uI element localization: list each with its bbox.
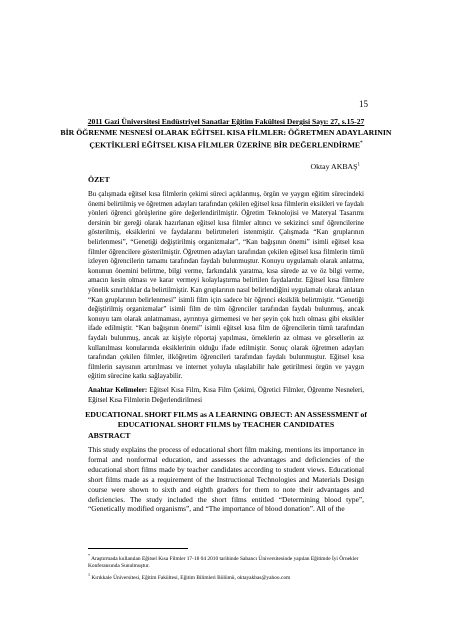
footnote-2 bbox=[88, 571, 364, 582]
author-text: Oktay AKBAŞ bbox=[310, 162, 358, 171]
page-number: 15 bbox=[359, 99, 368, 109]
turkish-title bbox=[60, 128, 392, 151]
title-footnote-marker: * bbox=[360, 140, 363, 146]
footnote-1 bbox=[88, 552, 364, 571]
keywords-paragraph bbox=[88, 386, 364, 405]
abstract-heading: ABSTRACT bbox=[88, 431, 131, 440]
ozet-heading: ÖZET bbox=[88, 175, 110, 184]
author-footnote-marker: 1 bbox=[357, 162, 360, 168]
turkish-abstract-body: Bu çalışmada eğitsel kısa filmlerin çekimi süreci açıklanmış, örgün ve yaygın eğitim sürecindeki önemi belirtilmiş ve öğretmen adayları tarafından çekilen eğitsel kısa filmlerin eksikleri ve faydalı yönleri öğrenci görüşlerine göre değerlendirilmiştir. Öğretim Teknolojisi ve Materyal Tasarımı dersinin bir gereği olarak hazırlanan eğitsel kısa filmler altıncı ve sekizinci sınıf öğrencilerine gösterilmiş, eksiklerini ve faydalarını belirtmeleri istenmiştir. Çalışmada “Kan gruplarının belirlenmesi”, “Genetiği değiştirilmiş organizmalar”, “Kan bağışının önemi” isimli eğitsel kısa filmler öğrencilere gösterilmiştir. Öğretmen adayları tarafından çekilen eğitsel kısa filmlerin tümü izleyen öğrencilerin tamamı tarafından faydalı bulunmuştur. Konuyu uygulamalı olarak anlatma, konunun önemini belirtme, bilgi verme, farkındalık yaratma, kısa sürede az ve öz bilgi verme, amacın kesin olması ve karar vermeyi kolaylaştırma belirtilen faydalardır. Eğitsel kısa filmlere yönelik sınırlılıklar da belirtilmiştir. Kan gruplarının nasıl belirlendiğini uygulamalı olarak anlatan “Kan gruplarının belirlenmesi” isimli film için sadece bir öğrenci eksiklik belirtmiştir. “Genetiği değiştirilmiş organizmalar” isimli film de tüm öğrenciler tarafından faydalı bulunmuş, ancak konuyu tam olarak anlatmaması, ayrıntıya girmemesi ve her şeyin çok hızlı olması gibi eksikler ifade edilmiştir. “Kan bağışının önemi” isimli eğitsel kısa film de öğrencilerin tümü tarafından faydalı bulunmuş, ancak az kişiyle röportaj yapılması, örneklerin az olması ve görsellerin az kullanılması konularında eksiklerinin olduğu ifade edilmiştir. Sonuç olarak öğretmen adayları tarafından çekilen filmler, ilköğretim öğrencileri tarafından faydalı bulunmuştur. Eğitsel kısa filmlerin sayısının artırılması ve internet yoluyla ulaşılabilir hale getirilmesi örgün ve yaygın eğitim sürecine katkı sağlayabilir. bbox=[88, 190, 364, 381]
english-abstract-body: This study explains the process of educational short film making, mentions its importance in formal and nonformal education, and assesses the advantages and deficiencies of the educational short films made by teacher candidates according to student views. Educational short films made as a requirement of the Instructional Technologies and Materials Design course were shown to sixth and eighth graders for them to note their advantages and deficiencies. The study included the short films entitled “Determining blood type”, “Genetically modified organisms”, and “The importance of blood donation”. All of the bbox=[88, 445, 364, 514]
footnotes bbox=[88, 552, 364, 582]
footnote-2-marker: 1 bbox=[88, 571, 90, 577]
author-name bbox=[310, 162, 360, 171]
keywords-text: Eğitsel Kısa Film, Kısa Film Çekimi, Öğretici Filmler, Öğrenme Nesneleri, Eğitsel Kısa Filmlerin Değerlendirilmesi bbox=[88, 386, 364, 404]
footnote-1-text: Araştırmada kullanılan Eğitsel Kısa Filmler 17-18 04 2010 tarihinde Sabancı Üniversitesinde yapılan Eğitimde İyi Örnekler Konferansında Sunulmuştur. bbox=[88, 555, 359, 570]
footnote-divider bbox=[88, 548, 188, 549]
footnote-1-marker: * bbox=[88, 553, 90, 558]
journal-citation: 2011 Gazi Üniversitesi Endüstriyel Sanatlar Eğitim Fakültesi Dergisi Sayı: 27, s.15-27 bbox=[87, 117, 365, 126]
footnote-2-text: Kırıkkale Üniversitesi, Eğitim Fakültesi, Eğitim Bilimleri Bölümü, oktayakbas@yahoo.com bbox=[91, 574, 291, 581]
english-title: EDUCATIONAL SHORT FILMS as A LEARNING OBJECT: AN ASSESSMENT of EDUCATIONAL SHORT FILMS by TEACHER CANDIDATES bbox=[85, 410, 367, 429]
turkish-title-text: BİR ÖĞRENME NESNESİ OLARAK EĞİTSEL KISA FİLMLER: ÖĞRETMEN ADAYLARININ ÇEKTİKLERİ EĞİTSEL KISA FİLMLER ÜZERİNE BİR DEĞERLENDİRME bbox=[60, 128, 392, 150]
keywords-label: Anahtar Kelimeler: bbox=[88, 386, 148, 394]
